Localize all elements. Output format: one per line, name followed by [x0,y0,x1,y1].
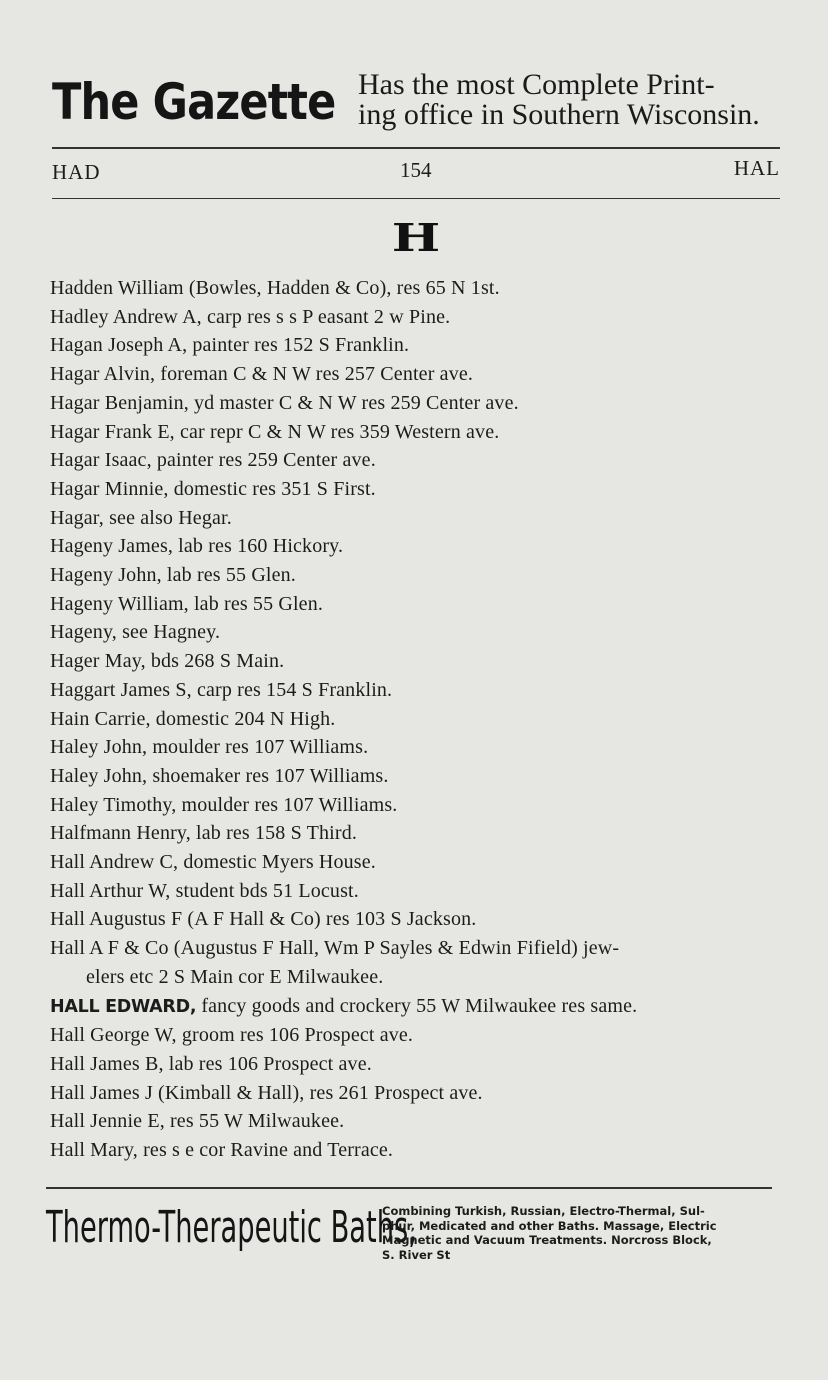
page-number: 154 [400,158,432,182]
directory-entry: Hall Jennie E, res 55 W Milwaukee. [50,1110,345,1133]
top-ad-line-2: ing office in Southern Wisconsin. [358,98,760,131]
bold-entry-name: HALL EDWARD, [50,996,197,1017]
directory-entry: Hagar Minnie, domestic res 351 S First. [50,477,376,500]
section-letter: H [391,215,441,260]
directory-entry: Hall George W, groom res 106 Prospect ave. [50,1024,414,1047]
directory-entry: Hagar Isaac, painter res 259 Center ave. [50,449,376,472]
bold-entry-details: fancy goods and crockery 55 W Milwaukee res same. [196,994,638,1017]
directory-entry: Hagar Alvin, foreman C & N W res 257 Center ave. [50,363,474,386]
directory-entry: Hall James J (Kimball & Hall), res 261 Prospect ave. [50,1081,483,1104]
directory-entry: Hall Mary, res s e cor Ravine and Terrace. [50,1139,394,1162]
directory-entry: Haley John, moulder res 107 Williams. [50,736,369,759]
bottom-ad-line-3: Magnetic and Vacuum Treatments. Norcross Block, [382,1233,712,1247]
directory-entry: Haley Timothy, moulder res 107 Williams. [50,793,398,816]
directory-entry: Haley John, shoemaker res 107 Williams. [50,764,389,787]
directory-entry: Hageny James, lab res 160 Hickory. [50,535,344,558]
top-ad-line-1: Has the most Complete Print- [358,68,715,101]
gazette-logo: The Gazette [52,73,336,131]
bottom-ad-line-4: S. River St [382,1247,451,1262]
directory-entry: Hadden William (Bowles, Hadden & Co), res 65 N 1st. [50,277,500,299]
directory-entry: Hain Carrie, domestic 204 N High. [50,707,336,730]
directory-entry: Hager May, bds 268 S Main. [50,650,285,673]
directory-entry: Hall James B, lab res 106 Prospect ave. [50,1052,372,1075]
header-left-guide-word: HAD [52,160,101,184]
running-header [52,156,780,186]
header-right-guide-word: HAL [733,156,780,180]
directory-entry-continuation: elers etc 2 S Main cor E Milwaukee. [86,965,384,988]
directory-entry: Hageny, see Hagney. [50,621,221,644]
footer-rule [46,1187,772,1189]
directory-entry: Hageny William, lab res 55 Glen. [50,592,324,615]
directory-entry-bold [50,992,785,1022]
header-top-rule [52,147,780,149]
directory-entry: Hall A F & Co (Augustus F Hall, Wm P Sayles & Edwin Fifield) jew- [50,937,620,960]
bottom-ad-line-2: phur, Medicated and other Baths. Massage, Electric [382,1218,717,1233]
directory-entry: Hall Andrew C, domestic Myers House. [50,851,376,874]
header-bottom-rule [52,198,780,199]
baths-logo: Thermo-Therapeutic Baths, [46,1202,417,1253]
directory-entry: Hadley Andrew A, carp res s s P easant 2 w Pine. [50,305,451,328]
directory-entry: Hagan Joseph A, painter res 152 S Franklin. [50,334,410,357]
directory-entry: Hall Arthur W, student bds 51 Locust. [50,879,359,902]
directory-entry: Haggart James S, carp res 154 S Franklin. [50,678,393,701]
directory-entry: Hagar, see also Hegar. [50,506,232,529]
bottom-ad-line-1: Combining Turkish, Russian, Electro-Thermal, Sul- [382,1204,705,1218]
bottom-advertisement [46,1196,781,1266]
top-advertisement [52,68,782,134]
directory-entry: Hall Augustus F (A F Hall & Co) res 103 S Jackson. [50,908,477,931]
directory-entry: Halfmann Henry, lab res 158 S Third. [50,822,358,845]
directory-entry: Hageny John, lab res 55 Glen. [50,564,296,587]
top-advertisement-text [358,70,782,130]
directory-entries [50,274,785,1165]
bottom-advertisement-text [382,1204,782,1262]
directory-entry: Hagar Frank E, car repr C & N W res 359 Western ave. [50,420,500,443]
directory-entry: Hagar Benjamin, yd master C & N W res 259 Center ave. [50,391,519,414]
